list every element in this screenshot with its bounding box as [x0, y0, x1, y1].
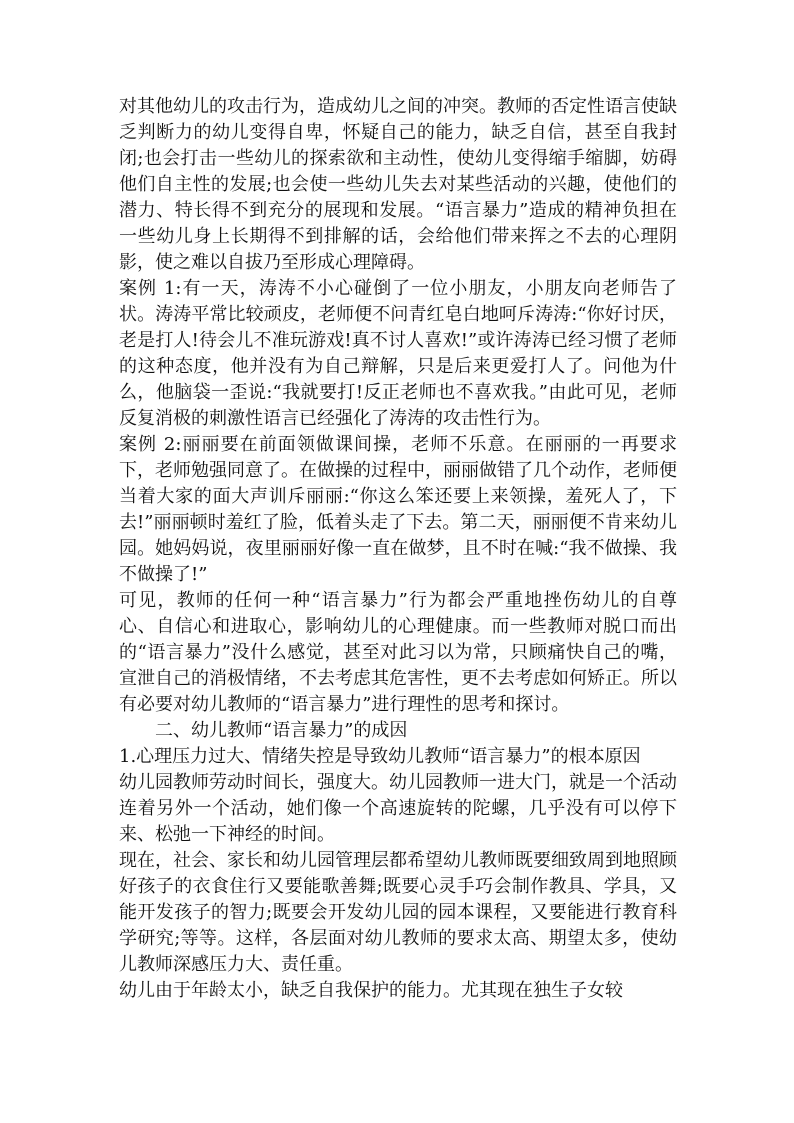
document-body — [119, 94, 677, 1004]
paragraph-case-1: 案例 1:有一天，涛涛不小心碰倒了一位小朋友，小朋友向老师告了状。涛涛平常比较顽皮，老师便不问青红皂白地呵斥涛涛:“你好讨厌，老是打人!待会儿不准玩游戏!真不讨人喜欢!”或许涛涛已经习惯了老师的这种态度，他并没有为自己辩解，只是后来更爱打人了。问他为什么，他脑袋一歪说:“我就要打!反正老师也不喜欢我。”由此可见，老师反复消极的刺激性语言已经强化了涛涛的攻击性行为。 — [119, 278, 677, 429]
section-heading: 二、幼儿教师“语言暴力”的成因 — [155, 720, 408, 741]
paragraph-conclusion: 可见，教师的任何一种“语言暴力”行为都会严重地挫伤幼儿的自尊心、自信心和进取心，影响幼儿的心理健康。而一些教师对脱口而出的“语言暴力”没什么感觉，甚至对此习以为常，只顾痛快自己的嘴，宣泄自己的消极情绪，不去考虑其危害性，更不去考虑如何矫正。所以有必要对幼儿教师的“语言暴力”进行理性的思考和探讨。 — [119, 590, 677, 715]
paragraph-expectations: 现在，社会、家长和幼儿园管理层都希望幼儿教师既要细致周到地照顾好孩子的衣食住行又要能歌善舞;既要心灵手巧会制作教具、学具，又能开发孩子的智力;既要会开发幼儿园的园本课程，又要能进行教育科学研究;等等。这样，各层面对幼儿教师的要求太高、期望太多，使幼儿教师深感压力大、责任重。 — [119, 850, 677, 975]
subheading-cause-1: 1.心理压力过大、情绪失控是导致幼儿教师“语言暴力”的根本原因 — [119, 746, 641, 767]
paragraph-children: 幼儿由于年龄太小，缺乏自我保护的能力。尤其现在独生子女较 — [119, 980, 623, 1001]
paragraph-case-2: 案例 2:丽丽要在前面领做课间操，老师不乐意。在丽丽的一再要求下，老师勉强同意了。在做操的过程中，丽丽做错了几个动作，老师便当着大家的面大声训斥丽丽:“你这么笨还要上来领操，羞死人了，下去!”丽丽顿时羞红了脸，低着头走了下去。第二天，丽丽便不肯来幼儿园。她妈妈说，夜里丽丽好像一直在做梦，且不时在喊:“我不做操、我不做操了!” — [119, 434, 677, 585]
paragraph-workload: 幼儿园教师劳动时间长，强度大。幼儿园教师一进大门，就是一个活动连着另外一个活动，她们像一个高速旋转的陀螺，几乎没有可以停下来、松弛一下神经的时间。 — [119, 772, 677, 845]
paragraph-consequences: 对其他幼儿的攻击行为，造成幼儿之间的冲突。教师的否定性语言使缺乏判断力的幼儿变得自卑，怀疑自己的能力，缺乏自信，甚至自我封闭;也会打击一些幼儿的探索欲和主动性，使幼儿变得缩手缩脚，妨碍他们自主性的发展;也会使一些幼儿失去对某些活动的兴趣，使他们的潜力、特长得不到充分的展现和发展。“语言暴力”造成的精神负担在一些幼儿身上长期得不到排解的话，会给他们带来挥之不去的心理阴影，使之难以自拔乃至形成心理障碍。 — [119, 96, 677, 273]
